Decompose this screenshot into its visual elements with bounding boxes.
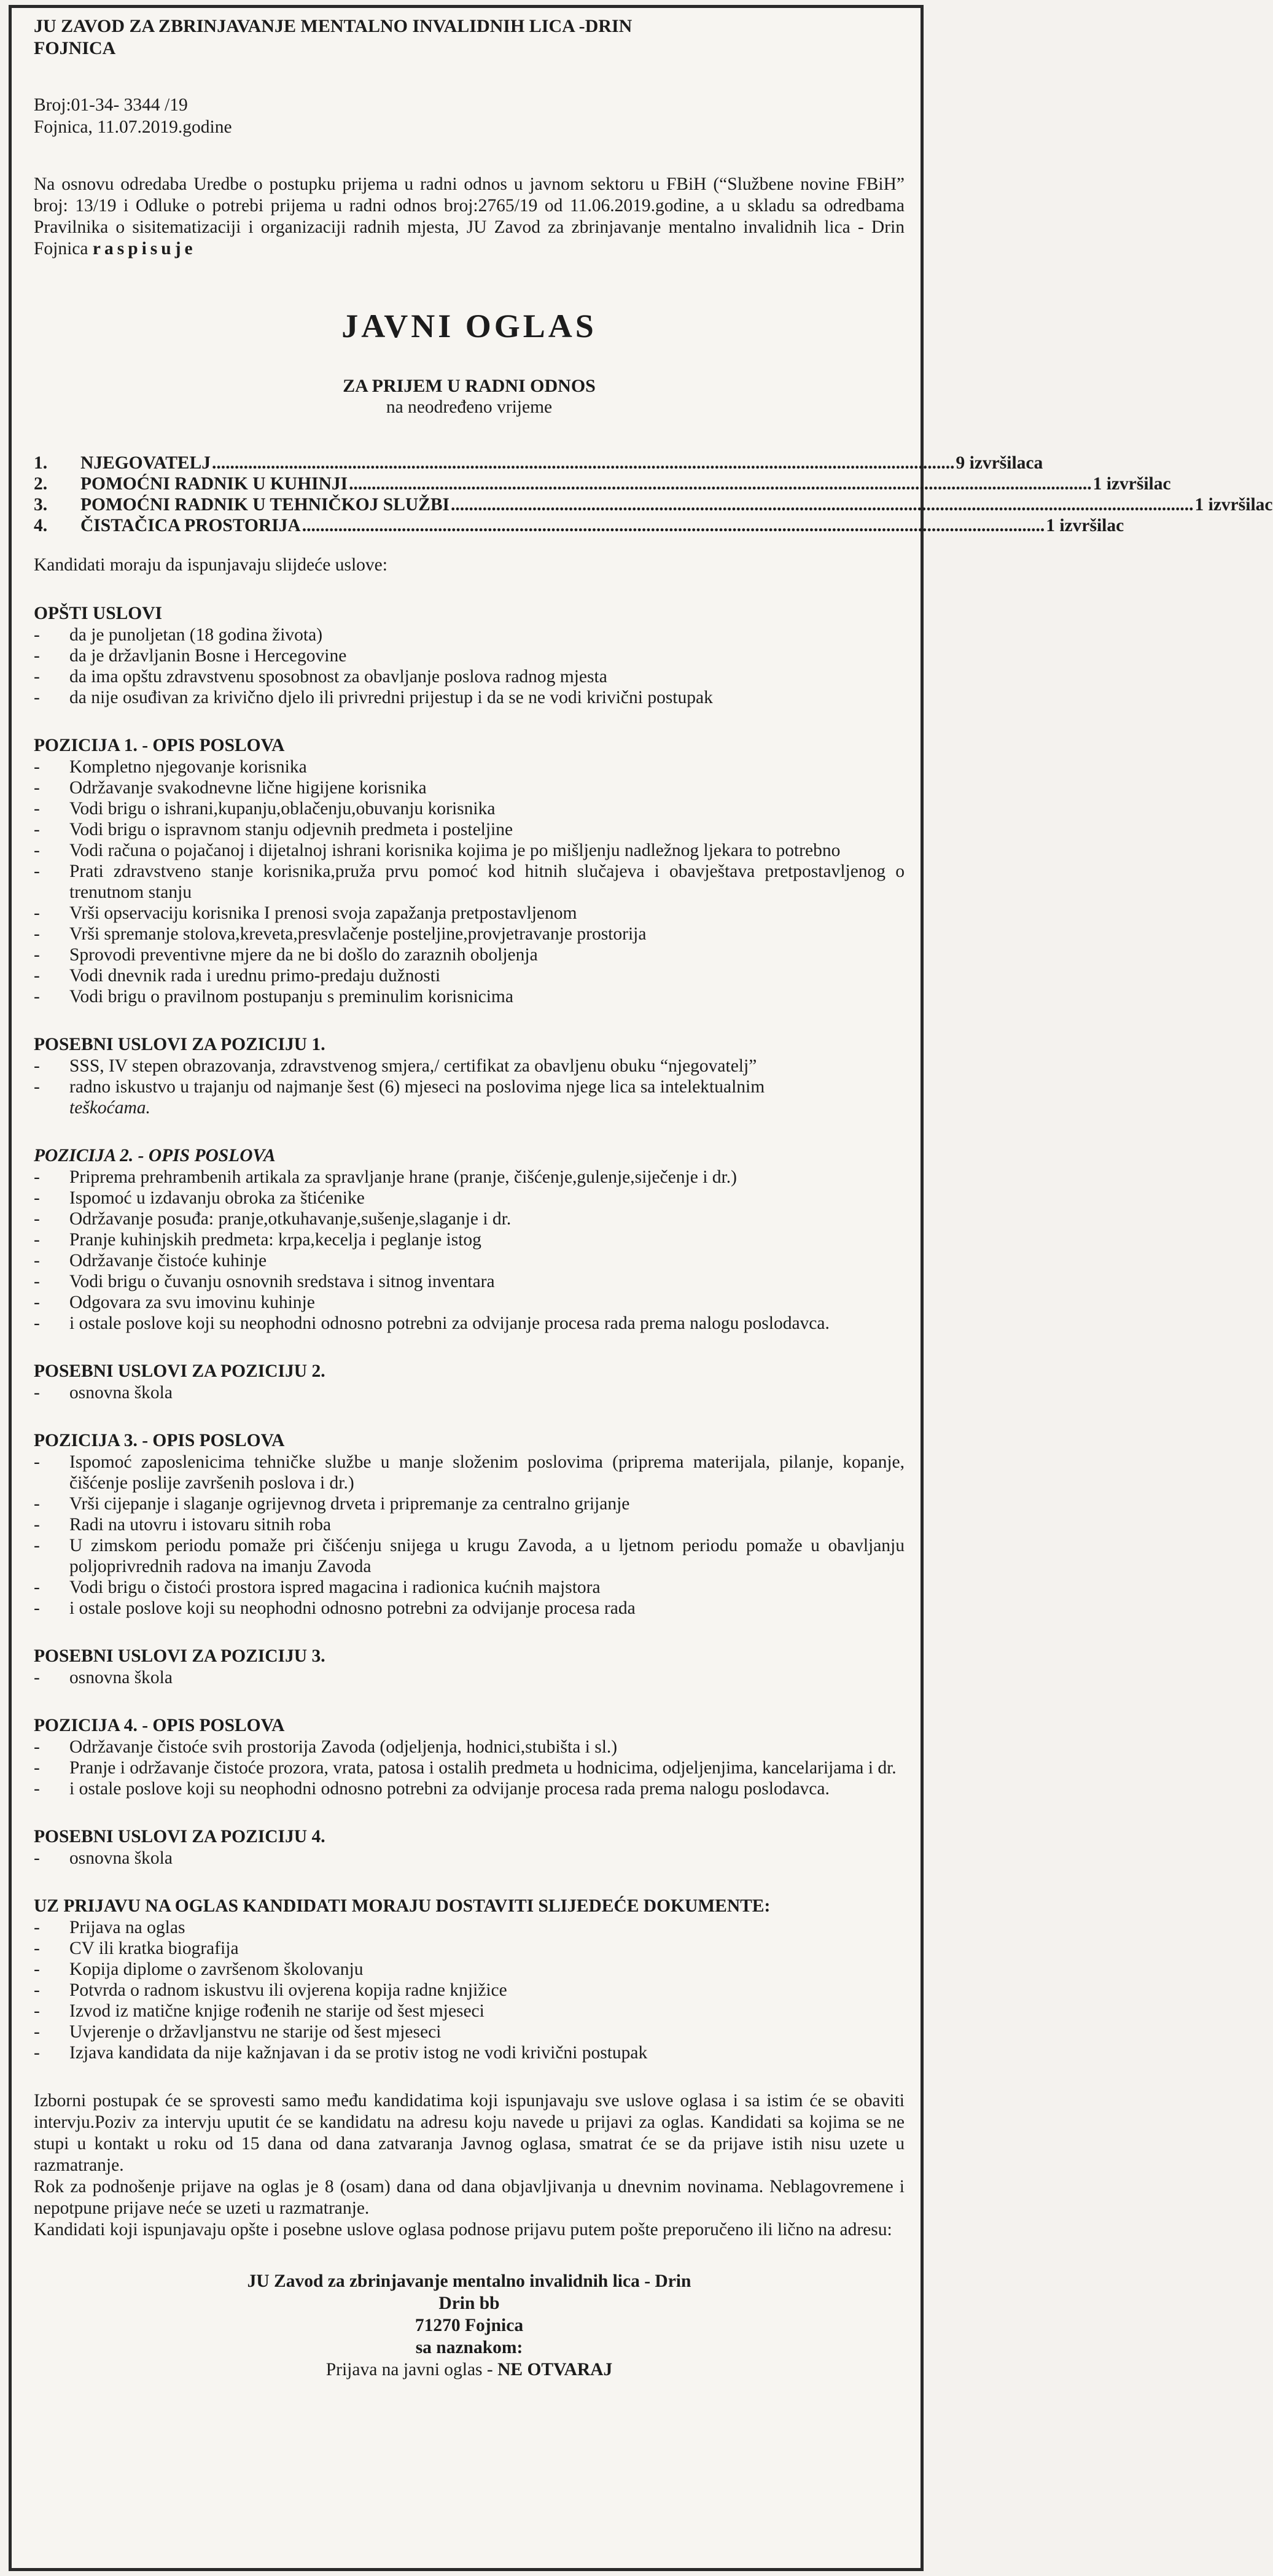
leader-dots: .................................................................................................................................................................... bbox=[212, 453, 955, 473]
intro-verb: raspisuje bbox=[92, 239, 197, 259]
list-item: - Održavanje čistoće kuhinje bbox=[34, 1251, 267, 1270]
required-documents bbox=[34, 1896, 905, 2063]
list-item: - Prijava na oglas bbox=[34, 1918, 185, 1937]
mailing-address: JU Zavod za zbrinjavanje mentalno invalidnih lica - Drin Drin bb 71270 Fojnica sa naznakom: Prijava na javni oglas - NE OTVARAJ bbox=[247, 2271, 691, 2379]
org-title: JU ZAVOD ZA ZBRINJAVANJE MENTALNO INVALIDNIH LICA -DRIN FOJNICA bbox=[34, 16, 633, 58]
position-1-requirements bbox=[34, 1034, 905, 1118]
list-item: - Vrši spremanje stolova,kreveta,presvlačenje posteljine,provjetravanje prostorija bbox=[34, 924, 647, 944]
list-item: - Pranje i održavanje čistoće prozora, vrata, patosa i ostalih predmeta u hodnicima, odjeljenjima, kancelarijama i dr. bbox=[34, 1758, 897, 1778]
positions-list bbox=[34, 453, 1273, 536]
position-row: 3. POMOĆNI RADNIK U TEHNIČKOJ SLUŽBI .................................................................................................................................................................... 1 izvršilac bbox=[34, 495, 1273, 515]
section-heading: UZ PRIJAVU NA OGLAS KANDIDATI MORAJU DOSTAVITI SLIJEDEĆE DOKUMENTE: bbox=[34, 1896, 771, 1916]
list-item: - Odgovara za svu imovinu kuhinje bbox=[34, 1293, 315, 1312]
list-item: - Radi na utovru i istovaru sitnih roba bbox=[34, 1515, 332, 1535]
position-4-requirements bbox=[34, 1826, 905, 1869]
list-item: - da je punoljetan (18 godina života) bbox=[34, 625, 323, 645]
list-item: - Održavanje posuđa: pranje,otkuhavanje,sušenje,slaganje i dr. bbox=[34, 1209, 512, 1229]
section-heading: POZICIJA 1. - OPIS POSLOVA bbox=[34, 736, 285, 755]
list-item: - Vodi brigu o čistoći prostora ispred magacina i radionica kućnih majstora bbox=[34, 1578, 601, 1597]
section-heading: POZICIJA 2. - OPIS POSLOVA bbox=[34, 1146, 276, 1165]
list-item: - i ostale poslove koji su neophodni odnosno potrebni za odvijanje procesa rada prema nalogu poslodavca. bbox=[34, 1779, 830, 1799]
position-row: 4. ČISTAČICA PROSTORIJA .................................................................................................................................................................... 1 izvršilac bbox=[34, 516, 1124, 535]
list-item: - i ostale poslove koji su neophodni odnosno potrebni za odvijanje procesa rada prema nalogu poslodavca. bbox=[34, 1313, 830, 1333]
section-heading: POSEBNI USLOVI ZA POZICIJU 3. bbox=[34, 1646, 325, 1666]
list-item: - Prati zdravstveno stanje korisnika,pruža prvu pomoć kod hitnih slučajeva i obavještava pretpostavljenog o trenutnom stanju bbox=[34, 862, 905, 902]
position-3-requirements bbox=[34, 1646, 905, 1688]
subtitle-term: na neodređeno vrijeme bbox=[386, 397, 553, 417]
list-item: - Vodi dnevnik rada i urednu primo-predaju dužnosti bbox=[34, 966, 441, 986]
list-item: - Sprovodi preventivne mjere da ne bi došlo do zaraznih oboljenja bbox=[34, 945, 538, 965]
list-item: - da nije osuđivan za krivično djelo ili privredni prijestup i da se ne vodi krivični postupak bbox=[34, 688, 713, 707]
list-item: - osnovna škola bbox=[34, 1848, 173, 1868]
page-title: JAVNI OGLAS bbox=[341, 308, 597, 344]
list-item: - CV ili kratka biografija bbox=[34, 1939, 239, 1958]
list-item: - Kopija diplome o završenom školovanju bbox=[34, 1959, 364, 1979]
section-heading: POZICIJA 4. - OPIS POSLOVA bbox=[34, 1716, 285, 1735]
list-item: - i ostale poslove koji su neophodni odnosno potrebni za odvijanje procesa rada bbox=[34, 1598, 636, 1618]
list-item: - da ima opštu zdravstvenu sposobnost za obavljanje poslova radnog mjesta bbox=[34, 667, 607, 687]
list-item: - Uvjerenje o državljanstvu ne starije od šest mjeseci bbox=[34, 2022, 442, 2042]
list-item: - Održavanje čistoće svih prostorija Zavoda (odjeljenja, hodnici,stubišta i sl.) bbox=[34, 1737, 618, 1757]
document-date: Fojnica, 11.07.2019.godine bbox=[34, 117, 232, 137]
position-2-requirements bbox=[34, 1361, 905, 1403]
list-item: - Vrši cijepanje i slaganje ogrijevnog drveta i pripremanje za centralno grijanje bbox=[34, 1494, 630, 1514]
position-row: 2. POMOĆNI RADNIK U KUHINJI .................................................................................................................................................................... 1 izvršilac bbox=[34, 474, 1171, 494]
list-item: - Ispomoć u izdavanju obroka za štićenike bbox=[34, 1188, 365, 1208]
position-1-duties bbox=[34, 735, 905, 1007]
list-item: - Izvod iz matične knjige rođenih ne starije od šest mjeseci bbox=[34, 2001, 485, 2021]
list-item: - Pranje kuhinjskih predmeta: krpa,kecelja i peglanje istog bbox=[34, 1230, 481, 1250]
closing-paragraphs bbox=[34, 2090, 905, 2241]
list-item: - osnovna škola bbox=[34, 1383, 173, 1403]
deadline-paragraph: Rok za podnošenje prijave na oglas je 8 (osam) dana od dana objavljivanja u dnevnim novinama. Neblagovremene i nepotpune prijave neće se uzeti u razmatranje. bbox=[34, 2177, 905, 2218]
list-item: - Vodi brigu o čuvanju osnovnih sredstava i sitnog inventara bbox=[34, 1272, 495, 1291]
reference-number: Broj:01-34- 3344 /19 bbox=[34, 95, 188, 115]
position-row: 1. NJEGOVATELJ .................................................................................................................................................................... 9 izvršilaca bbox=[34, 453, 1043, 473]
job-ad-document bbox=[9, 5, 1273, 2571]
section-heading: OPŠTI USLOVI bbox=[34, 604, 163, 623]
list-item: - Vodi brigu o ispravnom stanju odjevnih predmeta i posteljine bbox=[34, 820, 513, 839]
general-conditions bbox=[34, 603, 905, 708]
list-item: - Priprema prehrambenih artikala za spravljanje hrane (pranje, čišćenje,gulenje,siječenje i dr.) bbox=[34, 1167, 737, 1187]
list-item: - Ispomoć zaposlenicima tehničke službe u manje složenim poslovima (priprema materijala, pilanje, kopanje, čišćenje poslije završenih poslova i dr.) bbox=[34, 1452, 905, 1493]
list-item: teškoćama. bbox=[69, 1098, 150, 1118]
section-heading: POSEBNI USLOVI ZA POZICIJU 1. bbox=[34, 1035, 325, 1054]
list-item: - Održavanje svakodnevne lične higijene korisnika bbox=[34, 778, 427, 798]
position-2-duties bbox=[34, 1145, 905, 1334]
list-item: - Potvrda o radnom iskustvu ili ovjerena kopija radne knjižice bbox=[34, 1980, 507, 2000]
list-item: - Vrši opservaciju korisnika I prenosi svoja zapažanja pretpostavljenom bbox=[34, 903, 577, 923]
list-item: - osnovna škola bbox=[34, 1668, 173, 1687]
position-3-duties bbox=[34, 1430, 905, 1619]
submit-paragraph: Kandidati koji ispunjavaju opšte i posebne uslove oglasa podnose prijavu putem pošte preporučeno ili lično na adresu: bbox=[34, 2220, 892, 2239]
list-item: - U zimskom periodu pomaže pri čišćenju snijega u krugu Zavoda, a u ljetnom periodu pomaže u obavljanju poljoprivrednih radova na imanju Zavoda bbox=[34, 1536, 905, 1576]
candidates-line: Kandidati moraju da ispunjavaju slijdeće uslove: bbox=[34, 555, 387, 575]
selection-paragraph: Izborni postupak će se sprovesti samo među kandidatima koji ispunjavaju sve uslove oglasa i sa istim će se obaviti intervju.Poziv za intervju uputit će se kandidatu na adresu koju navede u prijavi za oglas. Kandidati sa kojima se ne stupi u kontakt u roku od 15 dana od dana zatvaranja Javnog oglasa, smatrat će se da prijave istih nisu uzete u razmatranje. bbox=[34, 2091, 905, 2175]
leader-dots: .................................................................................................................................................................... bbox=[302, 516, 1045, 535]
leader-dots: .................................................................................................................................................................... bbox=[349, 474, 1092, 494]
list-item: - Kompletno njegovanje korisnika bbox=[34, 757, 307, 777]
list-item: - radno iskustvo u trajanju od najmanje šest (6) mjeseci na poslovima njege lica sa intelektualnim bbox=[34, 1077, 765, 1097]
list-item: - Vodi brigu o ishrani,kupanju,oblačenju,obuvanju korisnika bbox=[34, 799, 496, 819]
list-item: - da je državljanin Bosne i Hercegovine bbox=[34, 646, 347, 666]
intro-paragraph: Na osnovu odredaba Uredbe o postupku prijema u radni odnos u javnom sektoru u FBiH (“Službene novine FBiH” broj: 13/19 i Odluke o potrebi prijema u radni odnos broj:2765/19 od 11.06.2019.godine, a u skladu sa odredbama Pravilnika o sisitematizaciji i organizaciji radnih mjesta, JU Zavod za zbrinjavanje mentalno invalidnih lica - Drin Fojnica raspisuje bbox=[34, 174, 905, 259]
list-item: - Vodi računa o pojačanoj i dijetalnoj ishrani korisnika kojima je po mišljenju nadležnog ljekara to potrebno bbox=[34, 841, 841, 860]
list-item: - SSS, IV stepen obrazovanja, zdravstvenog smjera,/ certifikat za obavljenu obuku “njegovatelj” bbox=[34, 1056, 757, 1076]
subtitle: ZA PRIJEM U RADNI ODNOS bbox=[343, 376, 596, 396]
position-4-duties bbox=[34, 1715, 905, 1799]
list-item: - Vodi brigu o pravilnom postupanju s preminulim korisnicima bbox=[34, 987, 513, 1006]
section-heading: POSEBNI USLOVI ZA POZICIJU 4. bbox=[34, 1827, 325, 1846]
list-item: - Izjava kandidata da nije kažnjavan i da se protiv istog ne vodi krivični postupak bbox=[34, 2043, 648, 2063]
leader-dots: .................................................................................................................................................................... bbox=[451, 495, 1194, 515]
section-heading: POSEBNI USLOVI ZA POZICIJU 2. bbox=[34, 1361, 325, 1381]
document-meta bbox=[34, 94, 905, 138]
section-heading: POZICIJA 3. - OPIS POSLOVA bbox=[34, 1431, 285, 1450]
